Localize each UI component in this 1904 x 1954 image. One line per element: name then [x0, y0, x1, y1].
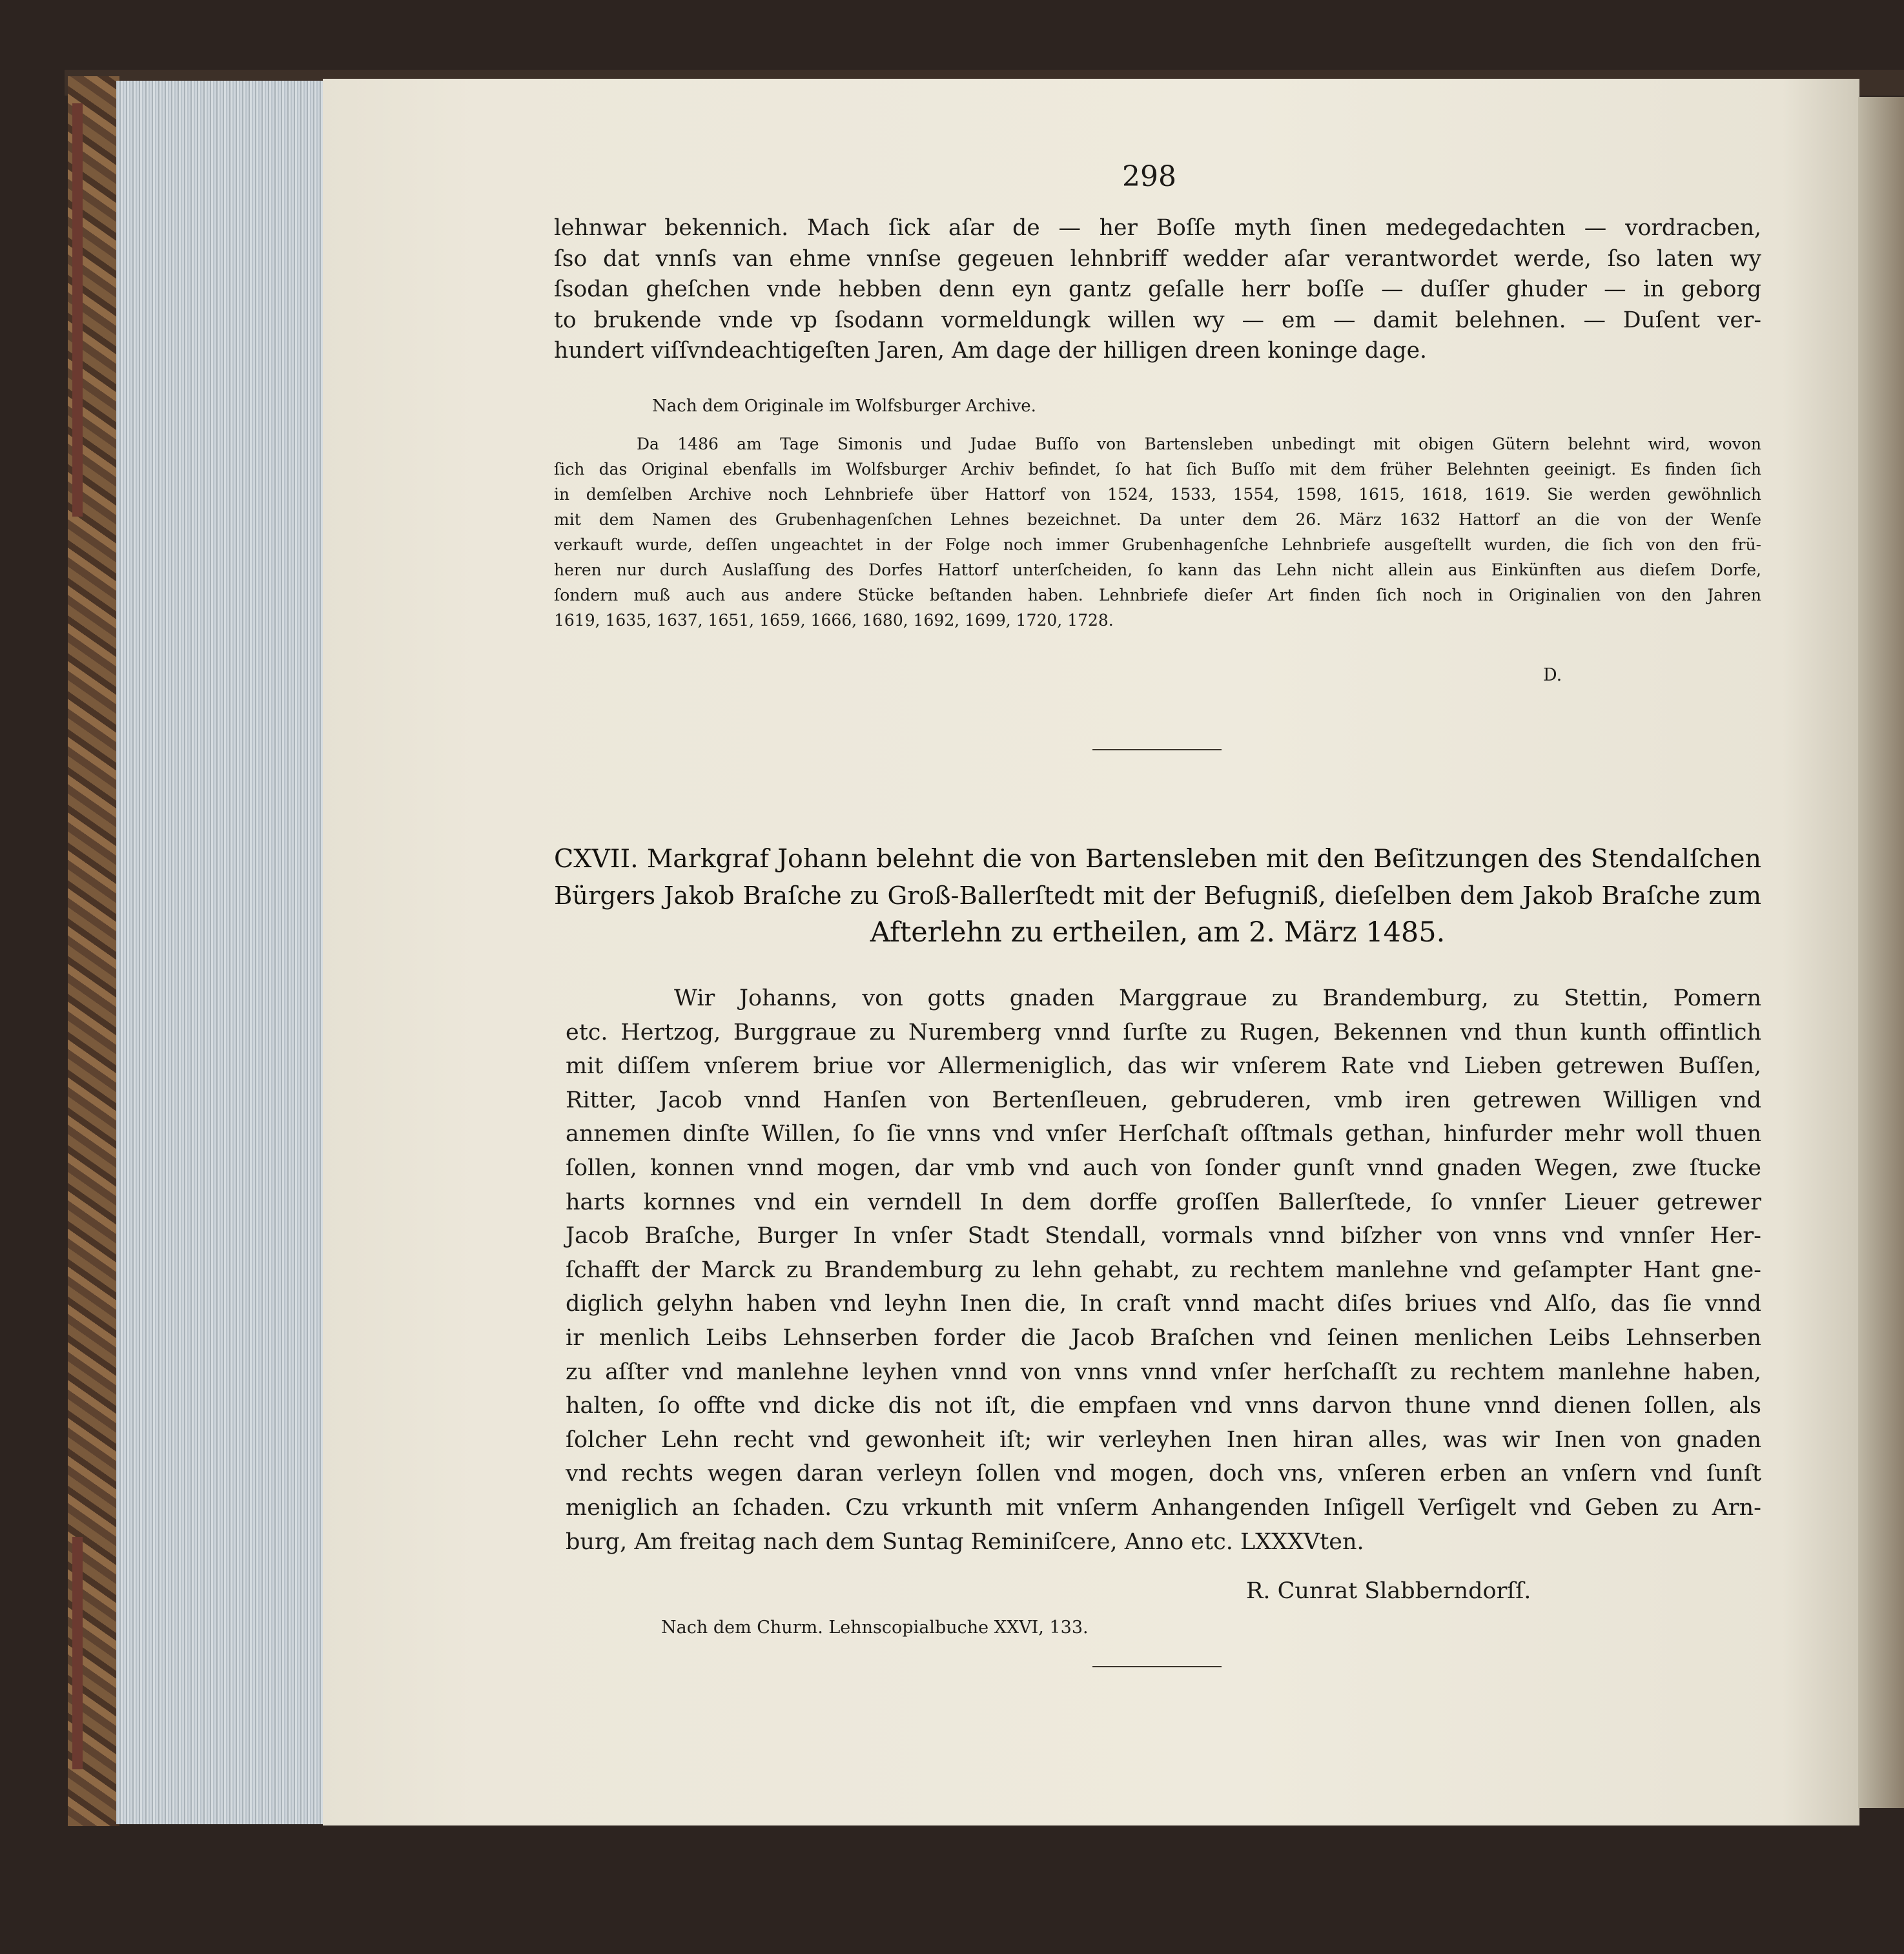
- text-line: annemen dinſte Willen, ſo ſie vnns vnd vnſer Herſchaſt oſſtmals gethan, hinfurder mehr woll thuen: [566, 1121, 1761, 1147]
- text-line: diglich gelyhn haben vnd leyhn Inen die, In craſt vnnd macht diſes briues vnd Alſo, das ſie vnnd: [566, 1291, 1761, 1317]
- commentary-line: heren nur durch Auslaſſung des Dorfes Hattorf unterſcheiden, ſo kann das Lehn nicht allein aus Einkünften aus dieſem Dorfe,: [554, 560, 1761, 579]
- text-line: ſso dat vnnſs van ehme vnnſse gegeuen lehnbriff wedder aſar verantwordet werde, ſso laten wy: [554, 245, 1761, 272]
- source-note: Nach dem Originale im Wolfsburger Archive.: [652, 396, 1036, 416]
- commentary-signature: D.: [1543, 665, 1562, 685]
- commentary-line: in demſelben Archive noch Lehnbriefe über Hattorf von 1524, 1533, 1554, 1598, 1615, 1618, 1619. Sie werden gewöhnlich: [554, 485, 1761, 504]
- commentary: [554, 431, 1761, 633]
- closing-divider: [1092, 1666, 1222, 1667]
- text-line: Jacob Braſche, Burger In vnſer Stadt Stendall, vormals vnnd biſzher von vnns vnd vnnſer Her-: [566, 1223, 1761, 1250]
- text-line: etc. Hertzog, Burggraue zu Nuremberg vnnd ſurſte zu Rugen, Bekennen vnd thun kunth offintlich: [566, 1019, 1761, 1045]
- text-line: hundert viſſvndeachtigeſten Jaren, Am dage der hilligen dreen koninge dage.: [554, 338, 1428, 364]
- text-line: burg, Am freitag nach dem Suntag Reminiſcere, Anno etc. LXXXVten.: [566, 1528, 1364, 1555]
- continuation-text: [554, 213, 1761, 367]
- text-line: meniglich an ſchaden. Czu vrkunth mit vnſerm Anhangenden Inſigell Verſigelt vnd Geben zu Arn-: [566, 1494, 1761, 1521]
- text-line: Wir Johanns, von gotts gnaden Marggraue zu Brandemburg, zu Stettin, Pomern: [674, 985, 1761, 1011]
- text-line: ſchafft der Marck zu Brandemburg zu lehn gehabt, zu rechtem manlehne vnd geſampter Hant gne-: [566, 1257, 1761, 1283]
- text-line: vnd rechts wegen daran verleyn ſollen vnd mogen, doch vns, vnſeren erben an vnſern vnd ſunſt: [566, 1461, 1761, 1487]
- text-line: to brukende vnde vp ſsodann vormeldungk willen wy — em — damit belehnen. — Duſent ver-: [554, 307, 1761, 333]
- commentary-line: verkauft wurde, deſſen ungeachtet in der Folge noch immer Grubenhagenſche Lehnbriefe ausgeſtellt wurden, die ſich von den frü-: [554, 535, 1761, 554]
- text-line: ſollen, konnen vnnd mogen, dar vmb vnd auch von ſonder gunſt vnnd gnaden Wegen, zwe ſtucke: [566, 1155, 1761, 1181]
- page-edges: [116, 81, 325, 1824]
- source-note: Nach dem Churm. Lehnscopialbuche XXVI, 133.: [661, 1618, 1089, 1638]
- heading-line: CXVII. Markgraf Johann belehnt die von Bartensleben mit den Beſitzungen des Stendalſchen: [554, 844, 1761, 874]
- heading-line: Bürgers Jakob Braſche zu Groß-Ballerſtedt mit der Befugniß, dieſelben dem Jakob Braſche zum: [554, 881, 1761, 910]
- text-line: harts kornnes vnd ein verndell In dem dorffe groſſen Ballerſtede, ſo vnnſer Lieuer getrewer: [566, 1189, 1761, 1215]
- commentary-line: ſich das Original ebenfalls im Wolfsburger Archiv befindet, ſo hat ſich Buſſo mit dem früher Belehnten geeinigt. Es finden ſich: [554, 460, 1761, 478]
- document-text: [566, 982, 1761, 1559]
- commentary-line: ſondern muß auch aus andere Stücke beſtanden haben. Lehnbriefe dieſer Art finden ſich noch in Originalien von den Jahren: [554, 586, 1761, 604]
- commentary-line: Da 1486 am Tage Simonis und Judae Buſſo von Bartensleben unbedingt mit obigen Gütern belehnt wird, wovon: [637, 435, 1761, 453]
- text-line: Ritter, Jacob vnnd Hanſen von Bertenſleuen, gebruderen, vmb iren getrewen Willigen vnd: [566, 1087, 1761, 1113]
- section-heading: [554, 841, 1761, 951]
- page-number: 298: [1122, 160, 1176, 193]
- commentary-line: 1619, 1635, 1637, 1651, 1659, 1666, 1680, 1692, 1699, 1720, 1728.: [554, 611, 1114, 630]
- text-line: halten, ſo offte vnd dicke dis not iſt, die empfaen vnd vnns darvon thune vnnd dienen ſollen, als: [566, 1393, 1761, 1419]
- heading-line: Afterlehn zu ertheilen, am 2. März 1485.: [870, 916, 1446, 949]
- facing-page-edge: [1858, 97, 1904, 1808]
- text-line: ir menlich Leibs Lehnserben forder die Jacob Braſchen vnd ſeinen menlichen Leibs Lehnserben: [566, 1324, 1761, 1351]
- text-line: ſsodan gheſchen vnde hebben denn eyn gantz geſalle herr boſſe — duſſer ghuder — in geborg: [554, 276, 1761, 302]
- text-line: zu aſſter vnd manlehne leyhen vnnd von vnns vnnd vnſer herſchaſſt zu rechtem manlehne haben,: [566, 1359, 1761, 1385]
- leather-corner-band: [72, 103, 83, 517]
- section-divider: [1092, 749, 1222, 750]
- leather-corner-band: [72, 1537, 83, 1769]
- commentary-line: mit dem Namen des Grubenhagenſchen Lehnes bezeichnet. Da unter dem 26. März 1632 Hattorf an die von der Wenſe: [554, 510, 1761, 529]
- text-line: lehnwar bekennich. Mach ſick aſar de — her Boſſe myth ſinen medegedachten — vordracben,: [554, 215, 1761, 241]
- text-line: mit diſſem vnſerem briue vor Allermeniglich, das wir vnſerem Rate vnd Lieben getrewen Buſſen,: [566, 1053, 1761, 1080]
- text-line: ſolcher Lehn recht vnd gewonheit iſt; wir verleyhen Inen hiran alles, was wir Inen von gnaden: [566, 1426, 1761, 1453]
- document-signature: R. Cunrat Slabberndorſſ.: [1246, 1578, 1531, 1604]
